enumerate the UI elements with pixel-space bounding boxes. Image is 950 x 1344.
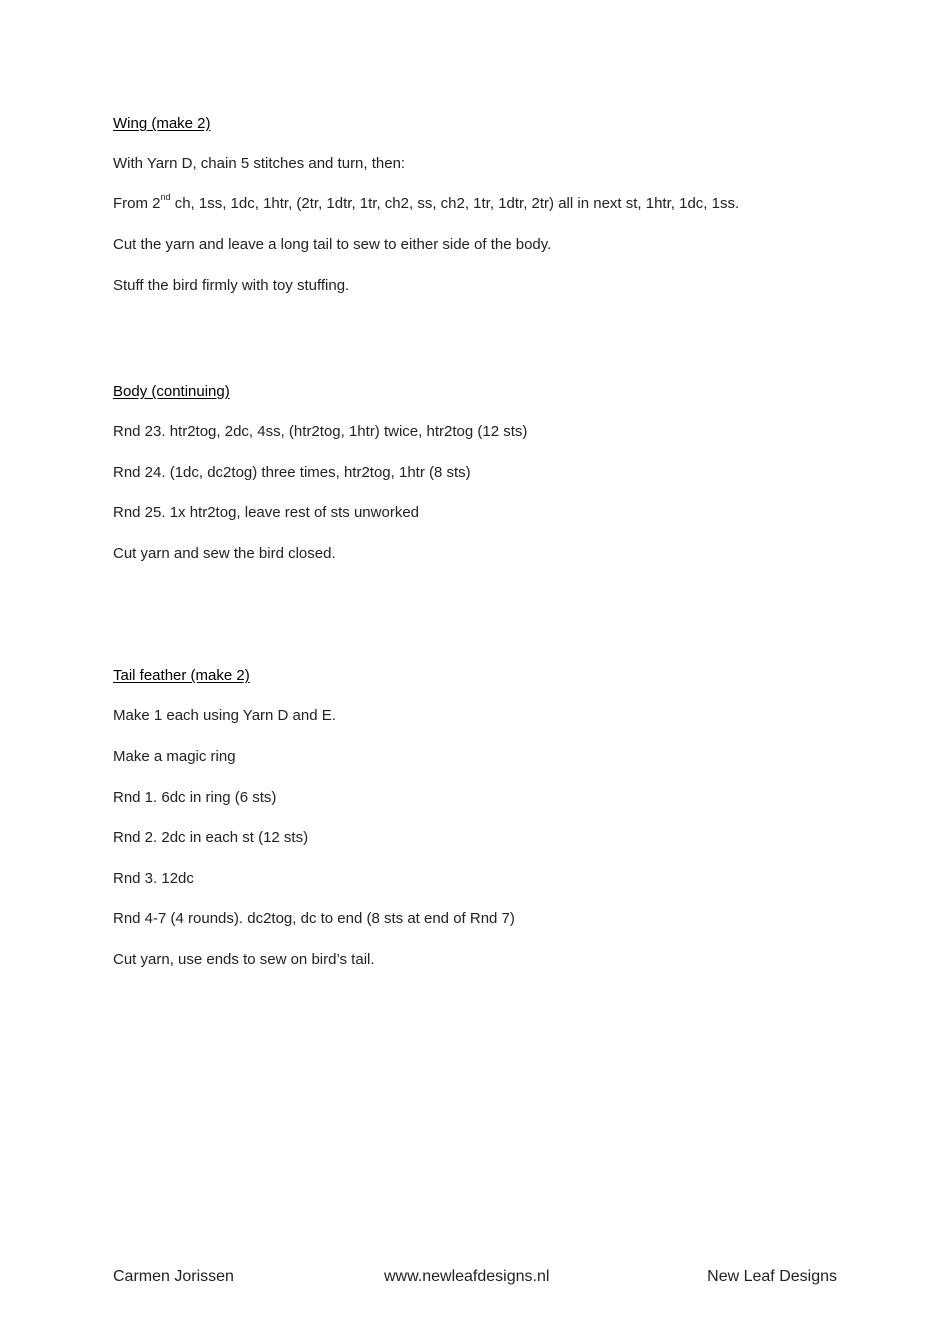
footer-author: Carmen Jorissen bbox=[113, 1268, 234, 1285]
wing-line-2-rest: ch, 1ss, 1dc, 1htr, (2tr, 1dtr, 1tr, ch2, ss, ch2, 1tr, 1dtr, 2tr) all in next st, 1htr, 1dc, 1ss. bbox=[170, 195, 740, 212]
wing-line-4: Stuff the bird firmly with toy stuffing. bbox=[113, 277, 350, 294]
tail-line: Rnd 3. 12dc bbox=[113, 870, 194, 887]
tail-line: Rnd 4-7 (4 rounds). dc2tog, dc to end (8 sts at end of Rnd 7) bbox=[113, 910, 515, 927]
body-heading: Body (continuing) bbox=[113, 383, 230, 400]
wing-line-1: With Yarn D, chain 5 stitches and turn, then: bbox=[113, 155, 406, 172]
body-line: Rnd 24. (1dc, dc2tog) three times, htr2tog, 1htr (8 sts) bbox=[113, 464, 471, 481]
tail-line: Rnd 2. 2dc in each st (12 sts) bbox=[113, 829, 309, 846]
wing-line-3: Cut the yarn and leave a long tail to sew to either side of the body. bbox=[113, 236, 552, 253]
body-line: Cut yarn and sew the bird closed. bbox=[113, 545, 336, 562]
tail-heading: Tail feather (make 2) bbox=[113, 667, 250, 684]
footer-website: www.newleafdesigns.nl bbox=[384, 1268, 550, 1285]
body-line: Rnd 23. htr2tog, 2dc, 4ss, (htr2tog, 1htr) twice, htr2tog (12 sts) bbox=[113, 423, 528, 440]
body-line: Rnd 25. 1x htr2tog, leave rest of sts unworked bbox=[113, 504, 419, 521]
wing-heading: Wing (make 2) bbox=[113, 115, 211, 132]
tail-line: Rnd 1. 6dc in ring (6 sts) bbox=[113, 789, 277, 806]
tail-line: Cut yarn, use ends to sew on bird’s tail. bbox=[113, 951, 375, 968]
tail-line: Make 1 each using Yarn D and E. bbox=[113, 707, 336, 724]
footer-brand: New Leaf Designs bbox=[707, 1268, 837, 1285]
tail-line: Make a magic ring bbox=[113, 748, 236, 765]
wing-line-2-superscript: nd bbox=[160, 192, 171, 202]
wing-line-2-prefix: From 2 bbox=[113, 195, 161, 212]
wing-line-2 bbox=[113, 194, 739, 214]
